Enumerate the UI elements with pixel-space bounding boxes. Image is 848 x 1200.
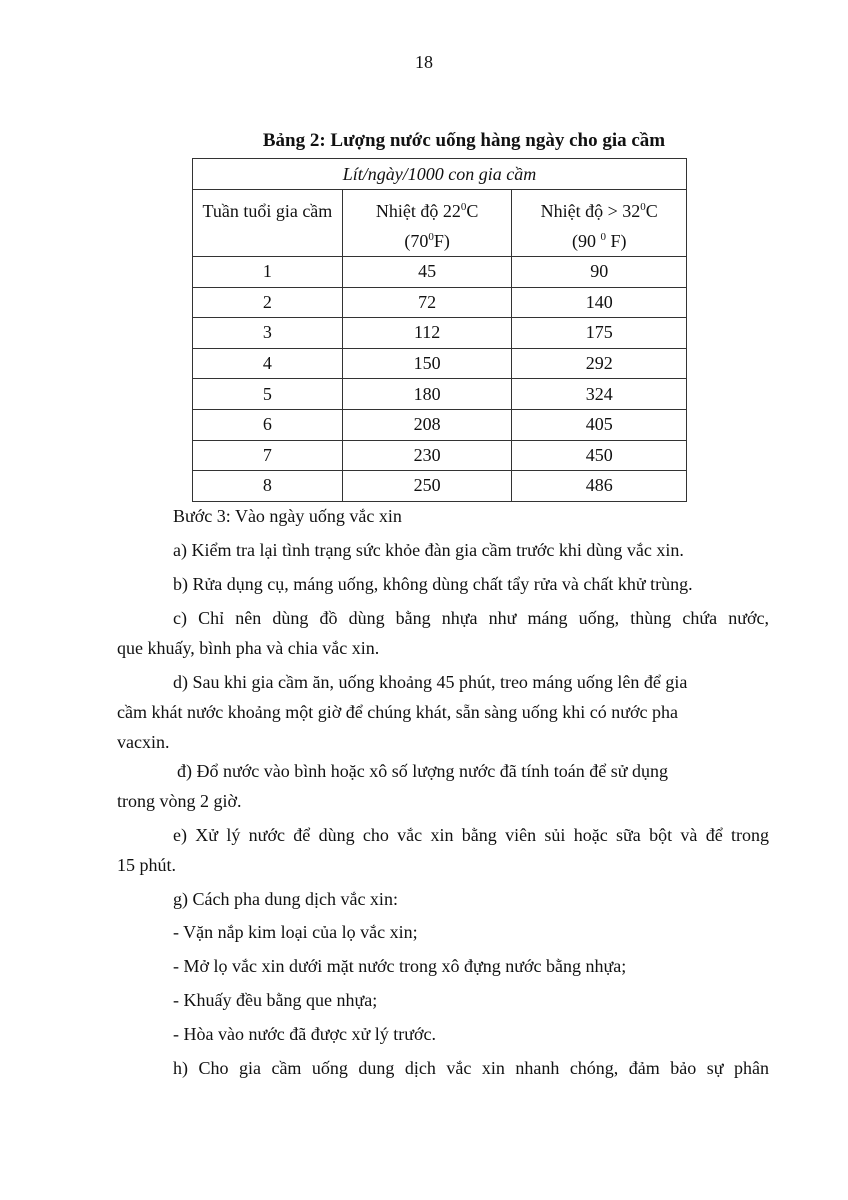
header-temp-32-fahrenheit: (90 $^0$ F) (571, 231, 627, 251)
cell-week: 1 (193, 257, 343, 288)
table-row (193, 348, 687, 379)
cell-week: 6 (193, 409, 343, 440)
table-row (193, 287, 687, 318)
cell-t22: 72 (342, 287, 512, 318)
cell-t32: 175 (512, 318, 687, 349)
header-temp-22: Nhiệt độ $22^0C$ $(70^0F)$ (342, 190, 512, 257)
header-temp-22-fahrenheit: $(70^0F)$ (404, 231, 450, 251)
cell-t22: 112 (342, 318, 512, 349)
cell-week: 7 (193, 440, 343, 471)
item-b: b) Rửa dụng cụ, máng uống, không dùng chất tẩy rửa và chất khử trùng. (173, 574, 693, 594)
item-g-step1: - Vặn nắp kim loại của lọ vắc xin; (173, 922, 418, 942)
cell-t32: 90 (512, 257, 687, 288)
item-h-line1: h) Cho gia cầm uống dung dịch vắc xin nhanh chóng, đảm bảo sự phân (173, 1058, 769, 1078)
item-g-step4: - Hòa vào nước đã được xử lý trước. (173, 1024, 437, 1044)
cell-t32: 405 (512, 409, 687, 440)
item-d-line3: vacxin. (117, 732, 170, 752)
item-g-step2: - Mở lọ vắc xin dưới mặt nước trong xô đựng nước bằng nhựa; (173, 956, 627, 976)
item-g-step3: - Khuấy đều bằng que nhựa; (173, 990, 378, 1010)
table-row (193, 471, 687, 502)
table-unit-row (193, 159, 687, 190)
step-3-heading: Bước 3: Vào ngày uống vắc xin (173, 506, 402, 526)
cell-week: 8 (193, 471, 343, 502)
item-e-line1: e) Xử lý nước để dùng cho vắc xin bằng viên sủi hoặc sữa bột và để trong (173, 825, 769, 845)
cell-t32: 140 (512, 287, 687, 318)
item-dd-line2: trong vòng 2 giờ. (117, 791, 242, 811)
table-row (193, 257, 687, 288)
cell-t22: 230 (342, 440, 512, 471)
table-header-row (193, 190, 687, 257)
item-g: g) Cách pha dung dịch vắc xin: (173, 889, 398, 909)
water-intake-table (192, 158, 687, 502)
item-d-line2: cầm khát nước khoảng một giờ để chúng khát, sẵn sàng uống khi có nước pha (117, 702, 678, 722)
table-unit-label: Lít/ngày/1000 con gia cầm (193, 159, 687, 190)
cell-t32: 450 (512, 440, 687, 471)
cell-t32: 486 (512, 471, 687, 502)
table-row (193, 409, 687, 440)
cell-t22: 180 (342, 379, 512, 410)
cell-t32: 324 (512, 379, 687, 410)
item-c-line1: c) Chỉ nên dùng đồ dùng bằng nhựa như máng uống, thùng chứa nước, (173, 608, 769, 628)
page-number: 18 (415, 52, 433, 72)
item-a: a) Kiểm tra lại tình trạng sức khỏe đàn gia cầm trước khi dùng vắc xin. (173, 540, 684, 560)
item-c-line2: que khuấy, bình pha và chia vắc xin. (117, 638, 380, 658)
cell-t22: 250 (342, 471, 512, 502)
item-dd-line1: đ) Đổ nước vào bình hoặc xô số lượng nước đã tính toán để sử dụng (177, 761, 669, 781)
cell-week: 3 (193, 318, 343, 349)
table-title: Bảng 2: Lượng nước uống hàng ngày cho gia cầm (262, 130, 666, 151)
header-week: Tuần tuổi gia cầm (193, 190, 343, 257)
cell-week: 5 (193, 379, 343, 410)
item-e-line2: 15 phút. (117, 855, 177, 875)
table-row (193, 379, 687, 410)
cell-t22: 150 (342, 348, 512, 379)
table-row (193, 440, 687, 471)
header-temp-32: Nhiệt độ > $32^0C$ (90 $^0$ F) (512, 190, 687, 257)
cell-t32: 292 (512, 348, 687, 379)
cell-week: 2 (193, 287, 343, 318)
cell-t22: 45 (342, 257, 512, 288)
cell-week: 4 (193, 348, 343, 379)
table-row (193, 318, 687, 349)
item-d-line1: d) Sau khi gia cầm ăn, uống khoảng 45 phút, treo máng uống lên để gia (173, 672, 688, 692)
cell-t22: 208 (342, 409, 512, 440)
